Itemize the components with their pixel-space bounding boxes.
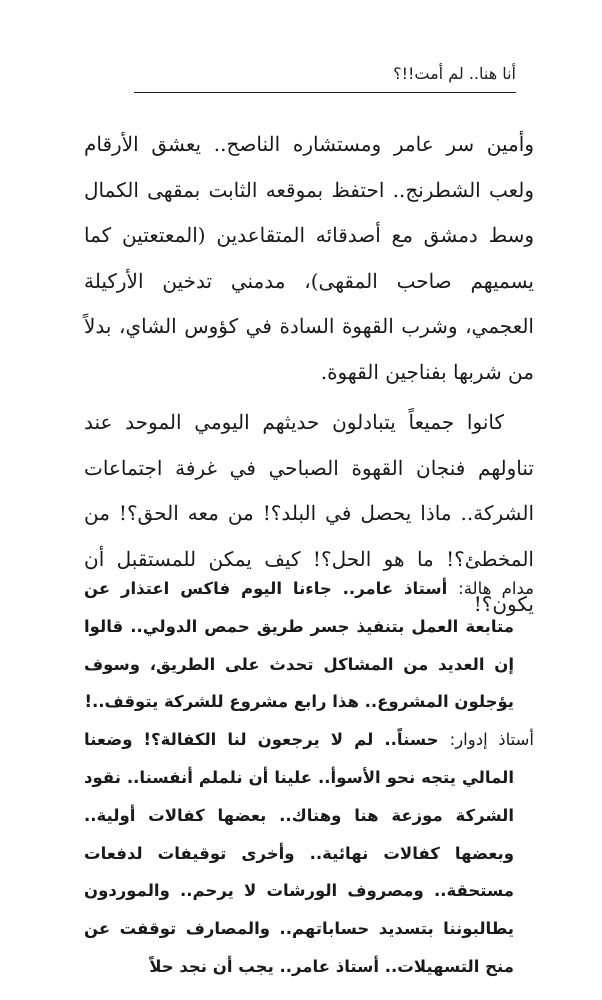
dialogue-turn	[84, 721, 534, 986]
paragraph: كانوا جميعاً يتبادلون حديثهم اليومي الموحد عند تناولهم فنجان القهوة الصباحي في غرفة اجتماعات الشركة.. ماذا يحصل في البلد؟! من معه الحق؟! من المخطئ؟! ما هو الحل؟! كيف يمكن للمستقبل أن يكون؟!	[84, 410, 534, 616]
paragraph: وأمين سر عامر ومستشاره الناصح.. يعشق الأرقام ولعب الشطرنج.. احتفظ بموقعه الثابت بمقهى الكمال وسط دمشق مع أصدقائه المتقاعدين (المعتعتين كما يسميهم صاحب المقهى)، مدمني تدخين الأركيلة العجمي، وشرب القهوة السادة في كؤوس الشاي، بدلاً من شربها بفناجين القهوة.	[84, 132, 534, 384]
dialogue-line: أستاذ عامر.. جاءنا اليوم فاكس اعتذار عن متابعة العمل بتنفيذ جسر طريق حمص الدولي.. قالوا إن العديد من المشاكل تحدث على الطريق، وسوف يؤجلون المشروع.. هذا رابع مشروع للشركة يتوقف..!	[84, 579, 514, 712]
narrative-text	[84, 122, 534, 633]
dialogue-line: حسناً.. لم لا يرجعون لنا الكفالة؟! وضعنا المالي يتجه نحو الأسوأ.. علينا أن نلملم أنفسنا.. نقود الشركة موزعة هنا وهناك.. بعضها كفالات أولية.. وبعضها كفالات نهائية.. وأخرى توقيفات لدفعات مستحقة.. ومصروف الورشات لا يرحم.. والموردون يطالبوننا بتسديد حساباتهم.. والمصارف توقفت عن منح التسهيلات.. أستاذ عامر.. يجب أن نجد حلاً	[84, 730, 514, 976]
speaker-name: مدام هالة:	[458, 579, 534, 598]
dialogue-block	[84, 570, 534, 986]
speaker-name: أستاذ إدوار:	[449, 730, 534, 750]
header-rule	[134, 92, 516, 93]
dialogue-turn	[84, 570, 534, 721]
running-header: أنا هنا.. لم أمت!!؟	[393, 64, 516, 83]
